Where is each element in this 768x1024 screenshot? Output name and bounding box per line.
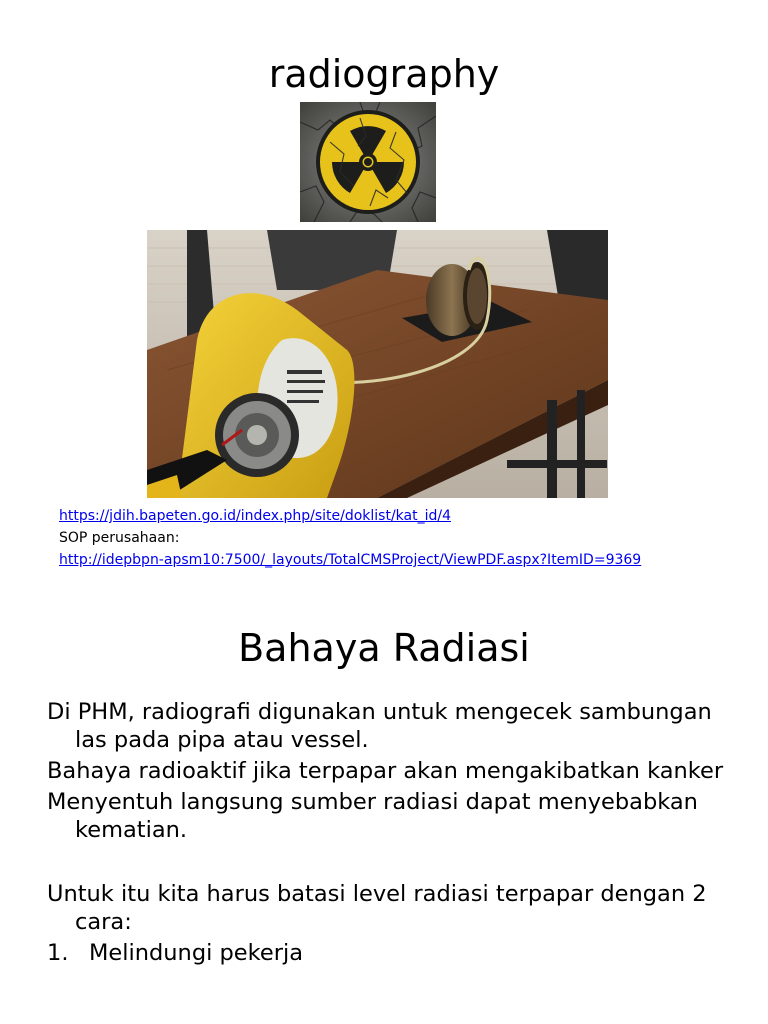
paragraph-cancer-risk: Bahaya radioaktif jika terpapar akan mengakibatkan kanker [47,758,724,784]
reference-links [59,505,641,571]
slide-body [47,698,747,967]
list-item [47,939,747,967]
link-sop-pdf[interactable]: http://idepbpn-apsm10:7500/_layouts/TotalCMSProject/ViewPDF.aspx?ItemID=9369 [59,552,642,568]
slide-title-radiography: radiography [268,52,500,96]
paragraph-limit-radiation: Untuk itu kita harus batasi level radiasi terpapar dengan 2 cara: [47,881,707,935]
slide-title-bahaya-radiasi: Bahaya Radiasi [238,626,530,670]
list-item-number: 1. [47,940,69,966]
paragraph-touch-danger: Menyentuh langsung sumber radiasi dapat menyebabkan kematian. [47,789,698,843]
radiation-hazard-image [300,102,436,222]
sop-label: SOP perusahaan: [59,530,180,546]
link-bapeten-doclist[interactable]: https://jdih.bapeten.go.id/index.php/site/doklist/kat_id/4 [59,508,451,524]
radiography-equipment-photo [147,230,608,498]
paragraph-radiografi-use: Di PHM, radiografi digunakan untuk mengecek sambungan las pada pipa atau vessel. [47,699,712,753]
list-item-text: Melindungi pekerja [89,940,303,966]
